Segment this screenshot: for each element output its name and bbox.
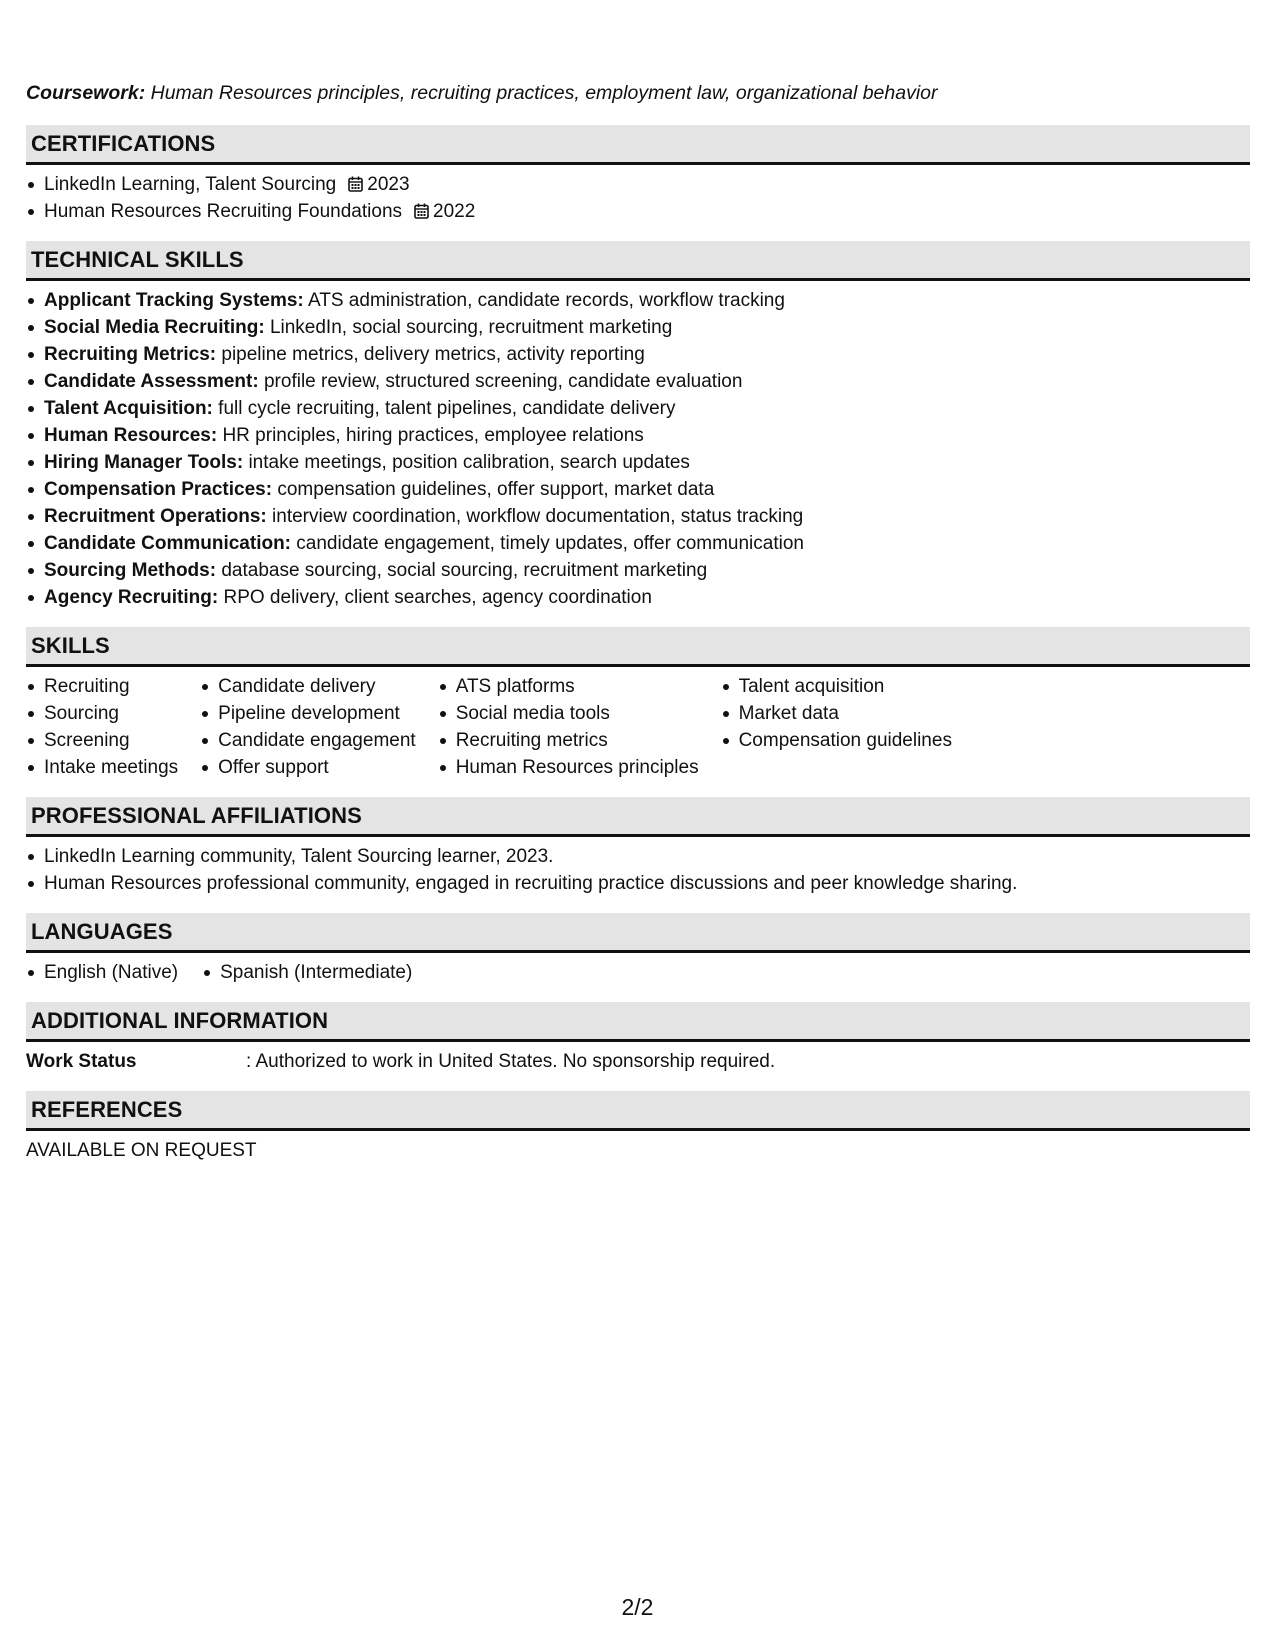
technical-skill-item: [26, 368, 1250, 395]
coursework-text: Human Resources principles, recruiting practices, employment law, organizational behavior: [150, 82, 938, 104]
skill-item: Market data: [721, 700, 952, 727]
skill-item: Intake meetings: [26, 754, 178, 781]
skills-column: [26, 673, 178, 781]
skill-item: Sourcing: [26, 700, 178, 727]
skills-title: SKILLS: [31, 632, 110, 658]
technical-skill-item: [26, 341, 1250, 368]
skill-category: Sourcing Methods:: [44, 560, 217, 581]
skill-category: Hiring Manager Tools:: [44, 452, 244, 473]
languages-title: LANGUAGES: [31, 918, 173, 944]
skill-details: database sourcing, social sourcing, recruitment marketing: [221, 560, 708, 581]
skill-item: Social media tools: [438, 700, 699, 727]
affiliations-list: [26, 843, 1250, 897]
calendar-icon: [348, 176, 363, 192]
section-header: [26, 125, 1250, 165]
coursework-label: Coursework:: [26, 82, 146, 104]
section-header: [26, 241, 1250, 281]
skill-details: interview coordination, workflow documentation, status tracking: [272, 506, 804, 527]
skill-category: Applicant Tracking Systems:: [44, 290, 304, 311]
languages-list: [26, 959, 1250, 986]
certification-year: 2023: [367, 174, 410, 195]
technical-skills-title: TECHNICAL SKILLS: [31, 246, 244, 272]
references-section: [26, 1091, 1250, 1164]
certifications-section: [26, 125, 1250, 225]
certification-item: [26, 198, 1250, 225]
skill-item: Compensation guidelines: [721, 727, 952, 754]
section-header: [26, 1002, 1250, 1042]
affiliations-title: PROFESSIONAL AFFILIATIONS: [31, 802, 362, 828]
skill-item: Recruiting metrics: [438, 727, 699, 754]
skill-item: Pipeline development: [200, 700, 416, 727]
affiliation-item: Human Resources professional community, engaged in recruiting practice discussions and peer knowledge sharing.: [26, 870, 1250, 897]
affiliation-item: LinkedIn Learning community, Talent Sourcing learner, 2023.: [26, 843, 1250, 870]
technical-skills-section: [26, 241, 1250, 611]
technical-skill-item: [26, 584, 1250, 611]
technical-skill-item: [26, 422, 1250, 449]
section-header: [26, 627, 1250, 667]
skills-column: [438, 673, 699, 781]
references-title: REFERENCES: [31, 1096, 183, 1122]
skills-column: [200, 673, 416, 781]
section-header: [26, 1091, 1250, 1131]
skill-details: candidate engagement, timely updates, offer communication: [296, 533, 804, 554]
skill-details: compensation guidelines, offer support, market data: [277, 479, 715, 500]
skill-details: LinkedIn, social sourcing, recruitment marketing: [269, 317, 673, 338]
language-item: Spanish (Intermediate): [202, 959, 412, 986]
certifications-list: [26, 171, 1250, 225]
skill-category: Recruiting Metrics:: [44, 344, 217, 365]
section-header: [26, 913, 1250, 953]
section-header: [26, 797, 1250, 837]
skill-category: Agency Recruiting:: [44, 587, 219, 608]
additional-info-title: ADDITIONAL INFORMATION: [31, 1007, 329, 1033]
skill-details: full cycle recruiting, talent pipelines, candidate delivery: [218, 398, 676, 419]
skill-item: ATS platforms: [438, 673, 699, 700]
skills-column: [721, 673, 952, 781]
skill-category: Human Resources:: [44, 425, 218, 446]
skill-category: Compensation Practices:: [44, 479, 273, 500]
technical-skill-item: [26, 557, 1250, 584]
technical-skill-item: [26, 449, 1250, 476]
technical-skill-item: [26, 314, 1250, 341]
skill-item: Human Resources principles: [438, 754, 699, 781]
skills-grid: [26, 667, 1250, 781]
technical-skill-item: [26, 476, 1250, 503]
skill-category: Social Media Recruiting:: [44, 317, 265, 338]
skill-category: Candidate Assessment:: [44, 371, 259, 392]
work-status-value: : Authorized to work in United States. No sponsorship required.: [246, 1051, 776, 1072]
skills-section: [26, 627, 1250, 781]
skill-details: RPO delivery, client searches, agency coordination: [223, 587, 652, 608]
skill-item: Offer support: [200, 754, 416, 781]
page-number: 2/2: [621, 1594, 654, 1620]
references-text: AVAILABLE ON REQUEST: [26, 1140, 257, 1161]
skill-category: Recruitment Operations:: [44, 506, 267, 527]
certification-name: LinkedIn Learning, Talent Sourcing: [44, 174, 337, 195]
affiliations-section: [26, 797, 1250, 897]
technical-skills-list: [26, 287, 1250, 611]
coursework-line: [26, 78, 1250, 108]
skill-details: pipeline metrics, delivery metrics, activity reporting: [221, 344, 645, 365]
technical-skill-item: [26, 395, 1250, 422]
skill-category: Candidate Communication:: [44, 533, 292, 554]
skill-item: Screening: [26, 727, 178, 754]
technical-skill-item: [26, 503, 1250, 530]
resume-page: [26, 78, 1250, 1180]
skill-item: Talent acquisition: [721, 673, 952, 700]
skill-item: Candidate engagement: [200, 727, 416, 754]
skill-item: Recruiting: [26, 673, 178, 700]
certifications-title: CERTIFICATIONS: [31, 130, 216, 156]
certification-name: Human Resources Recruiting Foundations: [44, 201, 403, 222]
work-status-row: [26, 1048, 1250, 1075]
languages-section: [26, 913, 1250, 986]
technical-skill-item: [26, 287, 1250, 314]
additional-info-section: [26, 1002, 1250, 1075]
skill-category: Talent Acquisition:: [44, 398, 213, 419]
skill-details: intake meetings, position calibration, search updates: [248, 452, 690, 473]
certification-year: 2022: [433, 201, 476, 222]
calendar-icon: [414, 203, 429, 219]
technical-skill-item: [26, 530, 1250, 557]
skill-details: profile review, structured screening, candidate evaluation: [263, 371, 743, 392]
language-item: English (Native): [26, 959, 178, 986]
certification-item: [26, 171, 1250, 198]
skill-details: ATS administration, candidate records, workflow tracking: [307, 290, 785, 311]
skill-item: Candidate delivery: [200, 673, 416, 700]
work-status-label: Work Status: [26, 1051, 137, 1072]
skill-details: HR principles, hiring practices, employee relations: [222, 425, 644, 446]
